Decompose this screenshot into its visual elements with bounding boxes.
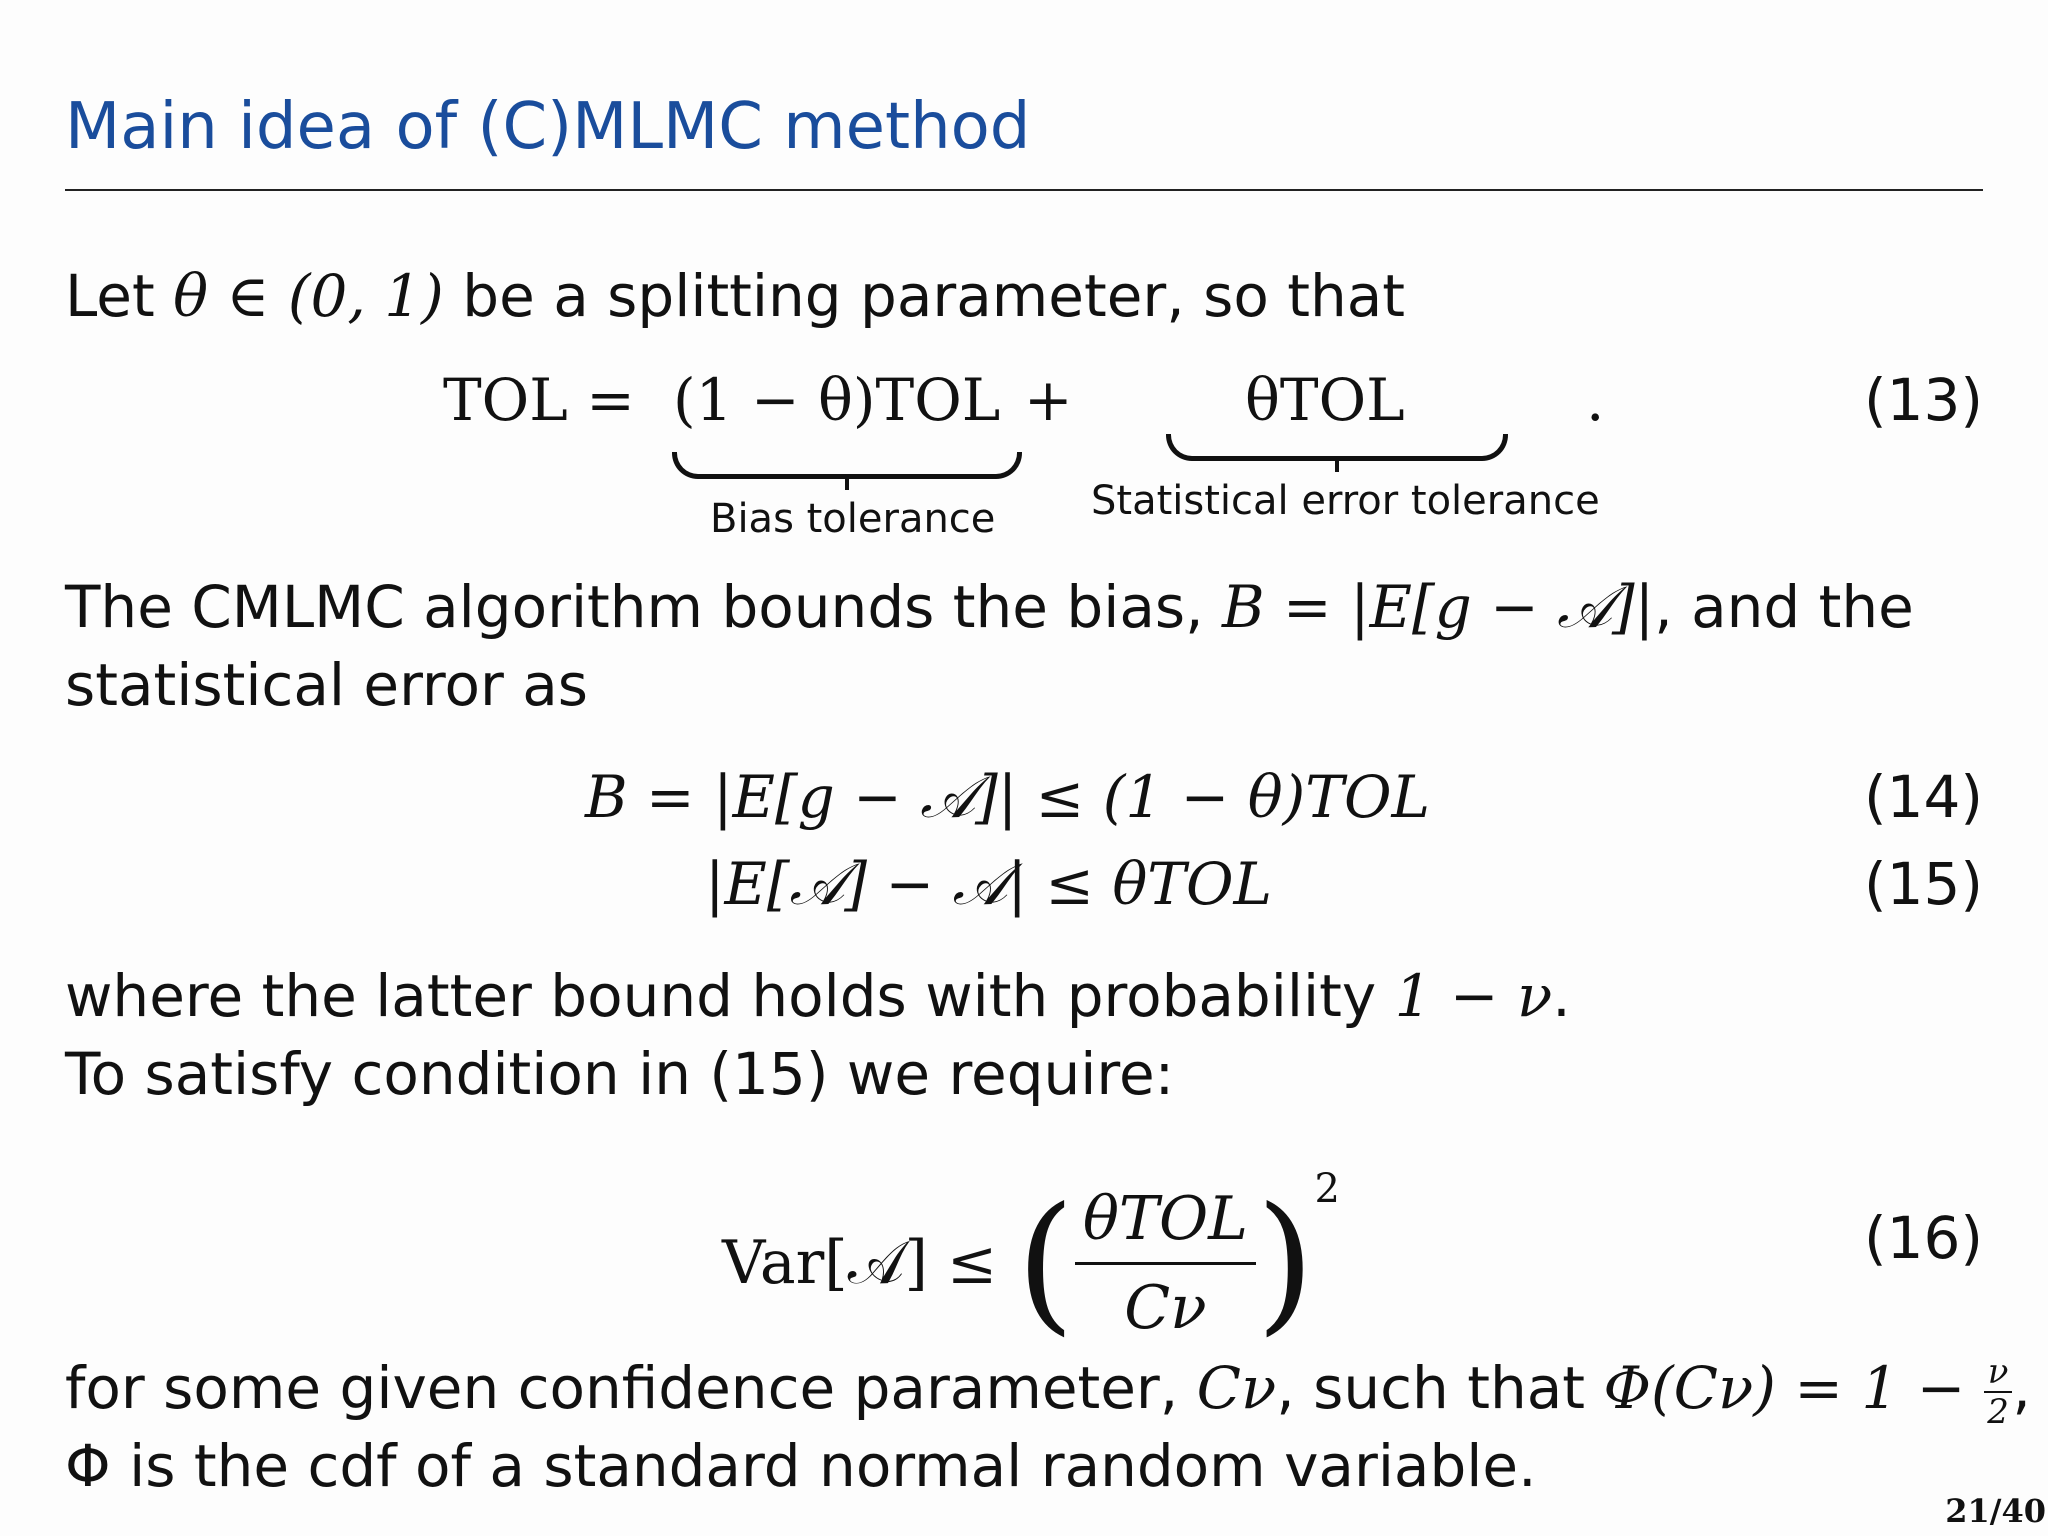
- eq16-lhs: Var[𝒜] ≤: [722, 1228, 1017, 1298]
- eq13-plus: +: [1024, 366, 1073, 434]
- conf-text-mid: , such that: [1276, 1354, 1604, 1422]
- eq16-fraction: [1075, 1184, 1256, 1343]
- prob-text-post: .: [1552, 962, 1571, 1030]
- nu-half-den: 2: [1987, 1391, 2009, 1432]
- intro-text-pre: Let: [65, 262, 174, 330]
- paragraph-prob-line1: [65, 962, 1571, 1030]
- bias-underbrace: [672, 452, 1022, 479]
- nu-half-num: ν: [1984, 1355, 2013, 1393]
- eq13-lhs: TOL =: [443, 366, 635, 434]
- conf-text-end: ,: [2012, 1354, 2031, 1422]
- conf-phi-expr: Φ(Cν) = 1 −: [1603, 1354, 1984, 1422]
- page-number: 21/40: [1945, 1492, 2046, 1530]
- eq16-denominator: Cν: [1124, 1272, 1207, 1343]
- bias-math: B = |E[g − 𝒜]|: [1221, 573, 1655, 641]
- prob-text-pre: where the latter bound holds with probability: [65, 962, 1395, 1030]
- eq15-number: (15): [1863, 850, 1983, 918]
- eq14-number: (14): [1863, 763, 1983, 831]
- stat-label: Statistical error tolerance: [1091, 478, 1600, 524]
- eq13-bias-term: (1 − θ)TOL: [673, 366, 1001, 434]
- eq13-stat-term: θTOL: [1245, 366, 1405, 434]
- eq16-exponent: 2: [1314, 1166, 1340, 1212]
- nu-half-fraction: [1984, 1351, 2013, 1432]
- paragraph-conf-line2: Φ is the cdf of a standard normal random variable.: [65, 1432, 1537, 1500]
- paragraph-intro: [65, 262, 1405, 330]
- eq15-expression: |E[𝒜] − 𝒜| ≤ θTOL: [705, 850, 1273, 918]
- paragraph-bias-line2: statistical error as: [65, 651, 589, 719]
- eq16-open-paren: (: [1016, 1176, 1075, 1350]
- eq16-numerator: θTOL: [1075, 1184, 1256, 1265]
- paragraph-bias-line1: [65, 573, 1914, 642]
- prob-math: 1 − ν: [1394, 962, 1553, 1030]
- bias-label: Bias tolerance: [710, 496, 996, 542]
- intro-math: θ ∈ (0, 1): [173, 262, 444, 330]
- bias-text-post: , and the: [1654, 573, 1914, 641]
- conf-c-nu: Cν: [1196, 1354, 1277, 1422]
- eq13-number: (13): [1863, 366, 1983, 434]
- eq14-expression: B = |E[g − 𝒜]| ≤ (1 − θ)TOL: [585, 763, 1431, 831]
- bias-text-pre: The CMLMC algorithm bounds the bias,: [65, 573, 1222, 641]
- title-divider: [65, 189, 1983, 191]
- paragraph-conf-line1: [65, 1351, 2031, 1432]
- eq13-period: .: [1586, 366, 1605, 434]
- eq16-number: (16): [1863, 1204, 1983, 1272]
- conf-text-pre: for some given confidence parameter,: [65, 1354, 1197, 1422]
- paragraph-prob-line2: To satisfy condition in (15) we require:: [65, 1040, 1175, 1108]
- eq16-expression: [722, 1166, 1340, 1350]
- slide-title: Main idea of (C)MLMC method: [65, 90, 1031, 164]
- stat-underbrace: [1166, 434, 1508, 461]
- eq16-close-paren: ): [1256, 1176, 1315, 1350]
- intro-text-post: be a splitting parameter, so that: [443, 262, 1406, 330]
